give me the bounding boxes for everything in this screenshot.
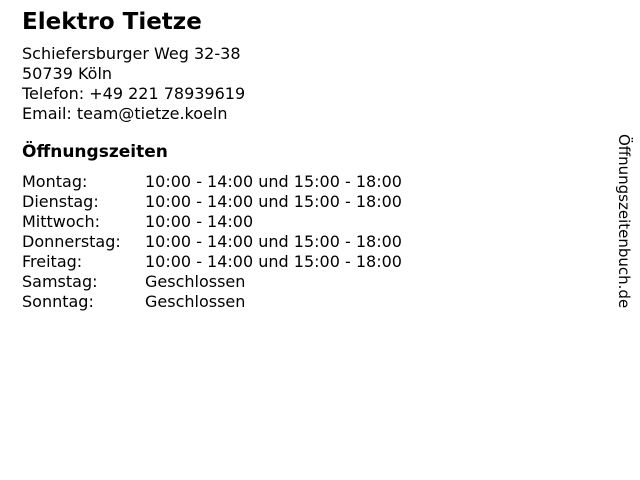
day-hours: 10:00 - 14:00 xyxy=(145,212,254,231)
day-label: Freitag: xyxy=(22,252,83,271)
watermark-vertical-text: Öffnungszeitenbuch.de xyxy=(615,134,633,309)
hours-row-wednesday xyxy=(22,212,402,232)
day-hours: 10:00 - 14:00 und 15:00 - 18:00 xyxy=(145,232,402,251)
hours-row-thursday xyxy=(22,232,402,252)
hours-row-tuesday xyxy=(22,192,402,212)
address-street: Schiefersburger Weg 32-38 xyxy=(22,44,241,63)
day-label: Samstag: xyxy=(22,272,98,291)
day-hours: 10:00 - 14:00 und 15:00 - 18:00 xyxy=(145,192,402,211)
phone-line: Telefon: +49 221 78939619 xyxy=(22,84,246,103)
day-hours: 10:00 - 14:00 und 15:00 - 18:00 xyxy=(145,172,402,191)
address-city: 50739 Köln xyxy=(22,64,113,83)
hours-row-sunday xyxy=(22,292,402,312)
hours-row-monday xyxy=(22,172,402,192)
email-line: Email: team@tietze.koeln xyxy=(22,104,228,123)
day-label: Dienstag: xyxy=(22,192,99,211)
business-name: Elektro Tietze xyxy=(22,9,202,35)
day-label: Montag: xyxy=(22,172,88,191)
day-label: Sonntag: xyxy=(22,292,94,311)
day-hours: Geschlossen xyxy=(145,272,246,291)
day-label: Mittwoch: xyxy=(22,212,100,231)
hours-table xyxy=(22,172,402,312)
hours-row-saturday xyxy=(22,272,402,292)
hours-heading: Öffnungszeiten xyxy=(22,142,168,162)
day-hours: Geschlossen xyxy=(145,292,246,311)
day-hours: 10:00 - 14:00 und 15:00 - 18:00 xyxy=(145,252,402,271)
day-label: Donnerstag: xyxy=(22,232,121,251)
address-block xyxy=(22,44,245,124)
hours-row-friday xyxy=(22,252,402,272)
